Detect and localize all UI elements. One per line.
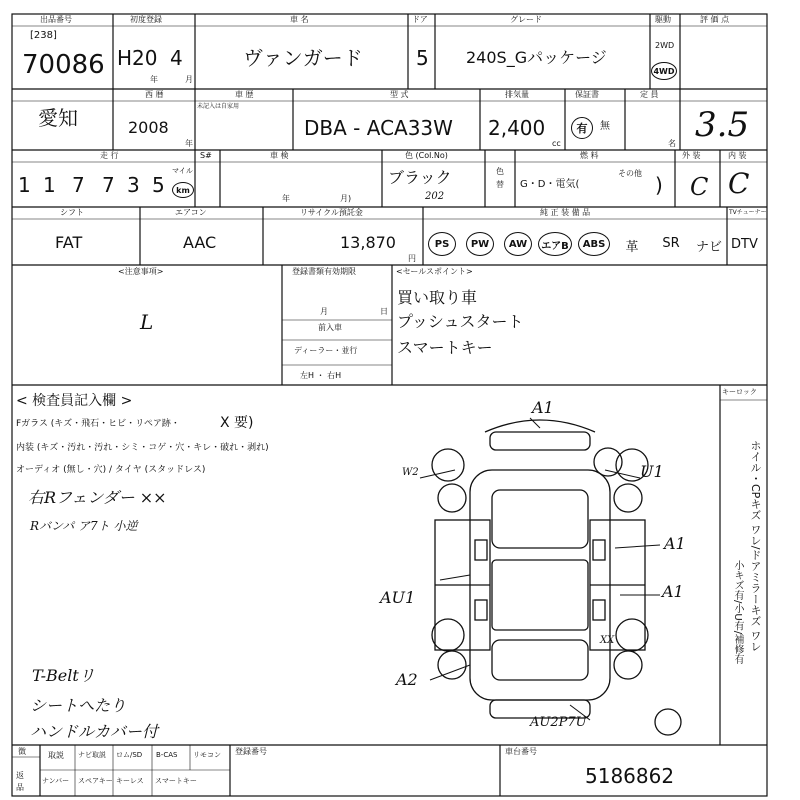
capacity-label: 定 員: [640, 90, 659, 99]
year: 2008: [128, 118, 169, 137]
item-bcas: B-CAS: [156, 751, 178, 759]
recycle: 13,870: [340, 233, 396, 252]
damage-mark: XX: [600, 635, 615, 646]
fuel-other: その他: [618, 169, 642, 178]
sales-point: スマートキー: [397, 338, 493, 357]
item-smart-key: スマートキー: [155, 777, 197, 785]
reg-doc-day: 日: [380, 307, 388, 316]
aircon-label: エアコン: [175, 208, 207, 217]
collect-label: 徴: [18, 747, 26, 756]
color-label: 色 (Col.No): [405, 151, 448, 160]
fuel-label: 燃 料: [580, 151, 599, 160]
doors: 5: [416, 46, 429, 70]
car-name-label: 車 名: [290, 15, 309, 24]
interior-label: 内 装: [728, 151, 747, 160]
item-number: ナンバー: [42, 777, 70, 785]
car-name: ヴァンガード: [243, 46, 363, 70]
grade: 240S_Gパッケージ: [466, 48, 607, 67]
warranty-yes-circled: 有: [571, 117, 593, 139]
exterior-label: 外 装: [682, 151, 701, 160]
sales-point: 買い取り車: [397, 288, 478, 307]
exhibit-no-label: 出品番号: [40, 15, 72, 24]
color-code: 202: [425, 191, 445, 202]
model: DBA - ACA33W: [304, 116, 453, 140]
damage-mark: AU2P7U: [530, 715, 587, 730]
damage-mark: A1: [532, 398, 554, 417]
first-reg-year-unit: 年: [150, 75, 158, 84]
score-label: 評 価 点: [700, 15, 730, 24]
hand-note: ハンドルカバー付: [30, 722, 159, 741]
exterior: C: [690, 173, 709, 201]
history-note: 未記入は自家用: [197, 103, 240, 110]
exhibit-no: 70086: [22, 50, 105, 80]
damage-mark: A1: [662, 582, 684, 601]
damage-mark: A2: [396, 670, 418, 689]
inspection-month: 月): [340, 194, 352, 203]
tv-label: TVチューナー: [729, 209, 767, 216]
fuel-options: G・D・電気(: [520, 179, 580, 190]
aircon: AAC: [183, 233, 217, 252]
exhibit-no-small: [238]: [30, 30, 57, 41]
hand-note: 右Rフェンダー ××: [28, 488, 167, 507]
equip-pw: PW: [466, 232, 494, 256]
collect-label-2: 返品: [16, 771, 24, 792]
hand-note: T-Beltリ: [32, 666, 95, 685]
notes-label: <注意事項>: [118, 267, 164, 276]
interior: C: [728, 167, 750, 200]
color: ブラック: [388, 168, 452, 187]
history-label: 車 歴: [235, 90, 254, 99]
shift: FAT: [55, 233, 83, 252]
score: 3.5: [695, 105, 750, 145]
damage-mark: A1: [664, 534, 686, 553]
reg-no-label: 登録番号: [235, 747, 267, 756]
warranty-no: 無: [600, 121, 610, 132]
mileage-digit: 7: [102, 173, 115, 197]
grade-label: グレード: [510, 15, 542, 24]
hand-note: Rバンパ ア7ト 小逆: [30, 519, 138, 533]
equip-ps: PS: [428, 232, 456, 256]
damage-legend: ホイル・CPキズ ワレ/ドアミラーキズ ワレ: [749, 440, 762, 653]
drive-2wd: 2WD: [655, 41, 675, 50]
inspector-title: < 検査員記入欄 >: [16, 393, 133, 409]
mileage-unit-km-circled: km: [172, 182, 194, 198]
inspector-line1: Fガラス (キズ・飛石・ヒビ・リペア跡・: [16, 419, 180, 429]
drive-label: 駆動: [655, 15, 671, 24]
item-manual: 取説: [48, 751, 64, 760]
recycle-unit: 円: [408, 254, 416, 263]
prev-owner-label: 前入車: [318, 323, 342, 332]
first-reg-era: H20: [117, 46, 158, 70]
capacity-unit: 名: [668, 139, 676, 148]
mileage-digit: 3: [127, 173, 140, 197]
region: 愛知: [38, 106, 78, 130]
inspection-label: 車 検: [270, 151, 289, 160]
notes-text: L: [140, 310, 154, 334]
year-label: 西 暦: [145, 90, 164, 99]
model-label: 型 式: [390, 90, 409, 99]
first-reg-label: 初度登録: [130, 15, 162, 24]
mileage-unit-mile: マイル: [172, 167, 193, 175]
equip-leather: 革: [625, 240, 639, 255]
damage-mark: AU1: [380, 588, 416, 607]
inspector-line2: 内装 (キズ・汚れ・汚れ・シミ・コゲ・穴・キレ・破れ・剥れ): [16, 443, 269, 453]
chassis-no: 5186862: [585, 764, 675, 788]
fuel-close: ): [655, 173, 663, 197]
inspector-line3: オーディオ (無し・穴) / タイヤ (スタッドレス): [16, 465, 206, 475]
reg-doc-month: 月: [320, 307, 328, 316]
first-reg-month-unit: 月: [185, 75, 193, 84]
equip-navi: ナビ: [695, 240, 722, 255]
equip-abs: ABS: [578, 232, 610, 256]
chassis-label: 車台番号: [505, 747, 537, 756]
drive-4wd-circled: 4WD: [651, 62, 677, 80]
sales-point: プッシュスタート: [397, 312, 524, 331]
dealer: ディーラー・並行: [294, 346, 358, 355]
item-spare-key: スペアキー: [78, 777, 113, 785]
mileage-digit: 7: [72, 173, 85, 197]
mileage-digit: 1: [18, 173, 31, 197]
mileage-digit: 1: [43, 173, 56, 197]
item-rom-sd: ロム/SD: [116, 751, 143, 759]
doors-label: ドア: [412, 15, 428, 24]
inspector-line1-mark: X 要): [220, 415, 254, 431]
item-navi-manual: ナビ取説: [78, 751, 106, 759]
first-reg-month: 4: [170, 46, 183, 70]
damage-mark: U1: [640, 462, 664, 481]
handle: 左H ・ 右H: [300, 371, 342, 380]
item-keyless: キーレス: [116, 777, 144, 785]
equip-aw: AW: [504, 232, 532, 256]
item-remote: リモコン: [193, 751, 221, 759]
color-change: 色替: [496, 167, 504, 189]
mileage-label: 走 行: [100, 151, 119, 160]
equip-label: 純 正 装 備 品: [540, 208, 591, 217]
tv: DTV: [731, 237, 758, 252]
displacement: 2,400: [488, 116, 546, 140]
s-label: S#: [200, 151, 212, 160]
reg-doc-label: 登録書類有効期限: [292, 267, 356, 276]
shift-label: シフト: [60, 208, 84, 217]
hand-note: シートへたり: [30, 696, 127, 715]
damage-mark: W2: [402, 467, 419, 478]
displacement-unit: cc: [552, 139, 561, 148]
displacement-label: 排気量: [505, 90, 529, 99]
equip-airbag: エアB: [538, 232, 572, 256]
equip-sunroof: SR: [662, 236, 680, 251]
damage-legend-2: 小キズ有/小U有/補修有: [732, 560, 743, 665]
inspection-year: 年: [282, 194, 290, 203]
year-unit: 年: [185, 139, 193, 148]
key-lock: キーロック: [722, 388, 757, 396]
mileage-digit: 5: [152, 173, 165, 197]
warranty-label: 保証書: [575, 90, 599, 99]
sales-label: <セールスポイント>: [396, 267, 473, 276]
recycle-label: リサイクル預託金: [300, 208, 363, 217]
